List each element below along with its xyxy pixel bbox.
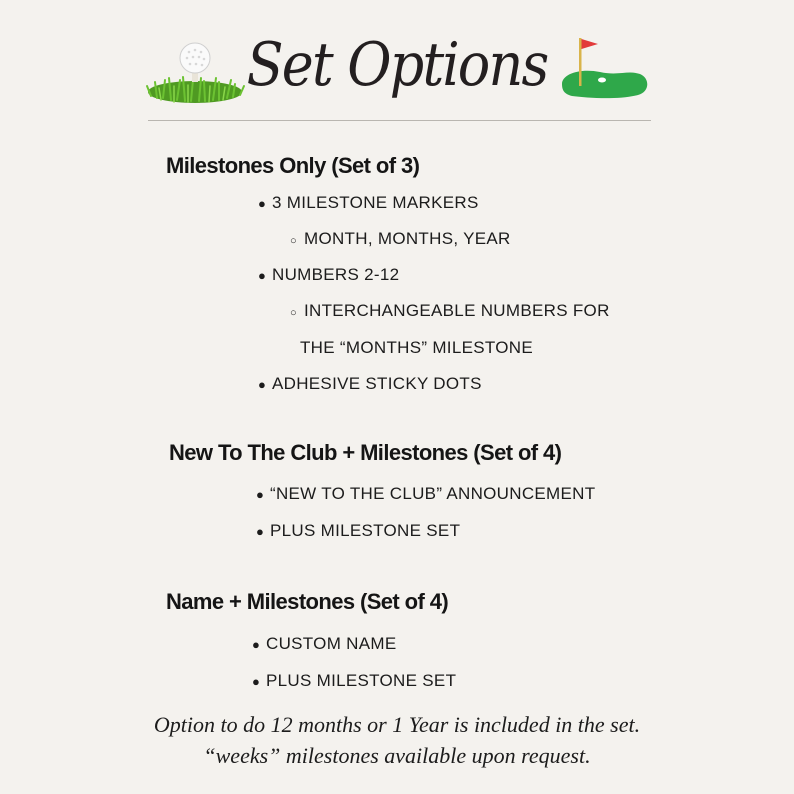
list-item: ● PLUS MILESTONE SET [252, 671, 457, 690]
list-item: ● ADHESIVE STICKY DOTS [258, 374, 482, 393]
list-item: ○ MONTH, MONTHS, YEAR [290, 229, 511, 248]
bullet-icon: ● [258, 268, 267, 283]
list-item: ● PLUS MILESTONE SET [256, 521, 461, 540]
bullet-icon: ● [258, 196, 267, 211]
section-title-name-milestones: Name + Milestones (Set of 4) [166, 589, 449, 614]
bullet-icon: ● [252, 674, 261, 689]
list-item-continuation: THE “MONTHS” MILESTONE [300, 338, 533, 357]
bullet-icon: ● [256, 487, 265, 502]
list-item: ○ INTERCHANGEABLE NUMBERS FOR [290, 301, 610, 320]
bullet-icon: ● [258, 377, 267, 392]
list-item: ● 3 MILESTONE MARKERS [258, 193, 479, 212]
header-divider [148, 120, 651, 121]
page-title: Set Options [246, 30, 548, 100]
list-item: ● “NEW TO THE CLUB” ANNOUNCEMENT [256, 484, 596, 503]
list-item: ● NUMBERS 2-12 [258, 265, 400, 284]
list-item: ● CUSTOM NAME [252, 634, 397, 653]
section-title-milestones-only: Milestones Only (Set of 3) [166, 153, 420, 178]
bullet-icon: ● [256, 524, 265, 539]
sub-bullet-icon: ○ [290, 235, 297, 247]
bullet-icon: ● [252, 637, 261, 652]
golf-flag-green-icon [558, 36, 650, 100]
footer-note-line-1: Option to do 12 months or 1 Year is included in the set. [153, 712, 641, 737]
sub-bullet-icon: ○ [290, 307, 297, 319]
section-title-new-to-the-club: New To The Club + Milestones (Set of 4) [169, 440, 562, 465]
header [0, 0, 794, 125]
footer-note-line-2: “weeks” milestones available upon request. [203, 743, 591, 768]
